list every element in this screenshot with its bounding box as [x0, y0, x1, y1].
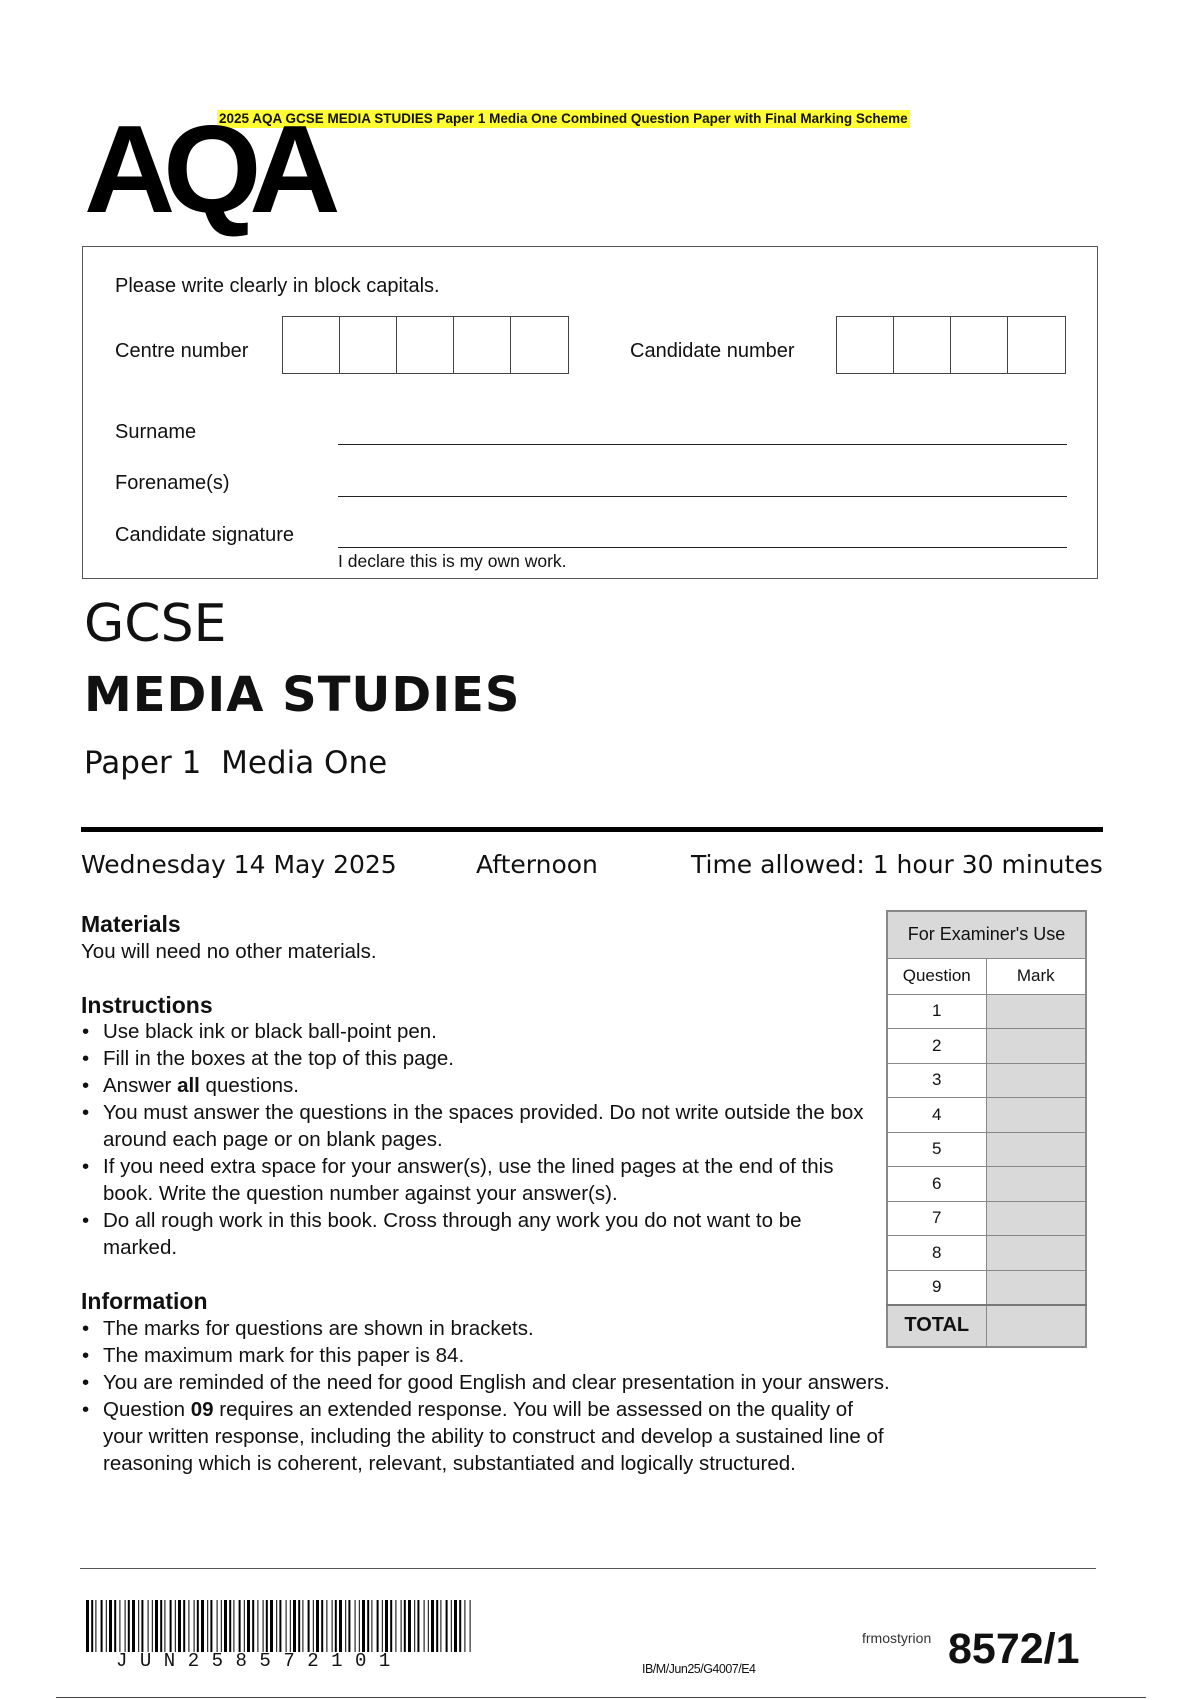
examiner-table-title: For Examiner's Use	[887, 911, 1086, 958]
question-number: 2	[887, 1029, 986, 1064]
subject-title: MEDIA STUDIES	[84, 667, 521, 723]
signature-line[interactable]	[338, 547, 1067, 548]
mark-cell	[986, 1098, 1086, 1133]
centre-digit-box[interactable]	[340, 317, 397, 373]
question-number: 4	[887, 1098, 986, 1133]
qualification-title: GCSE	[84, 594, 227, 654]
paper-title: Paper 1 Media One	[84, 745, 388, 781]
watermark-text: frmostyrion	[862, 1630, 932, 1646]
question-column-header: Question	[887, 958, 986, 994]
mark-cell	[986, 1029, 1086, 1064]
list-item: • The maximum mark for this paper is 84.	[81, 1342, 891, 1369]
list-item: • You are reminded of the need for good English and clear presentation in your answers.	[81, 1369, 891, 1396]
list-item: • You must answer the questions in the spaces provided. Do not write outside the box around each page or on blank pages.	[81, 1099, 881, 1153]
question-number: 6	[887, 1167, 986, 1202]
list-item: • Question 09 requires an extended response. You will be assessed on the quality of your written response, including the ability to construct and develop a sustained line of reasoning which is coherent, relevant, substantiated and logically structured.	[81, 1396, 891, 1477]
question-number: 1	[887, 994, 986, 1029]
aqa-logo: AQA	[84, 101, 329, 239]
centre-digit-box[interactable]	[397, 317, 454, 373]
materials-text: You will need no other materials.	[81, 940, 377, 963]
list-item: • Fill in the boxes at the top of this page.	[81, 1045, 881, 1072]
title-divider	[81, 827, 1103, 832]
surname-label: Surname	[115, 421, 197, 443]
question-number: 8	[887, 1236, 986, 1271]
table-row	[887, 1270, 1086, 1305]
mark-cell	[986, 1132, 1086, 1167]
paper-code: 8572/1	[948, 1625, 1080, 1673]
signature-label: Candidate signature	[115, 524, 295, 546]
header-banner: 2025 AQA GCSE MEDIA STUDIES Paper 1 Media One Combined Question Paper with Final Marking Scheme	[219, 111, 908, 126]
table-row	[887, 1167, 1086, 1202]
exam-date: Wednesday 14 May 2025	[81, 850, 397, 879]
forename-label: Forename(s)	[115, 472, 230, 494]
centre-number-label: Centre number	[115, 340, 249, 362]
list-item: • The marks for questions are shown in brackets.	[81, 1315, 891, 1342]
surname-line[interactable]	[338, 444, 1067, 445]
instructions-heading: Instructions	[81, 992, 213, 1018]
information-list	[81, 1315, 891, 1477]
question-number: 5	[887, 1132, 986, 1167]
question-number: 3	[887, 1063, 986, 1098]
barcode-icon	[86, 1600, 472, 1652]
centre-digit-box[interactable]	[511, 317, 568, 373]
footer-divider	[80, 1568, 1096, 1569]
mark-cell	[986, 1063, 1086, 1098]
mark-cell	[986, 1167, 1086, 1202]
candidate-details-box	[82, 246, 1098, 579]
list-item	[81, 1072, 881, 1099]
forename-line[interactable]	[338, 496, 1067, 497]
candidate-digit-box[interactable]	[894, 317, 951, 373]
table-row	[887, 1201, 1086, 1236]
examiner-use-table	[886, 910, 1087, 1348]
question-number: 7	[887, 1201, 986, 1236]
list-item: • Use black ink or black ball-point pen.	[81, 1018, 881, 1045]
mark-column-header: Mark	[986, 958, 1086, 994]
mark-cell	[986, 1270, 1086, 1305]
page-bottom-rule	[56, 1697, 1146, 1698]
table-row	[887, 1063, 1086, 1098]
instructions-list	[81, 1018, 881, 1261]
document-reference: IB/M/Jun25/G4007/E4	[642, 1662, 756, 1676]
table-row	[887, 994, 1086, 1029]
centre-digit-box[interactable]	[454, 317, 511, 373]
exam-session: Afternoon	[476, 850, 598, 879]
mark-cell	[986, 994, 1086, 1029]
candidate-digit-box[interactable]	[1008, 317, 1065, 373]
mark-cell	[986, 1236, 1086, 1271]
answer-all-text: Answer all questions.	[103, 1074, 300, 1097]
table-row	[887, 1098, 1086, 1133]
materials-heading: Materials	[81, 911, 181, 937]
list-item: • If you need extra space for your answer(s), use the lined pages at the end of this book. Write the question number against your answer(s).	[81, 1153, 881, 1207]
total-label: TOTAL	[887, 1305, 986, 1347]
question-number: 9	[887, 1270, 986, 1305]
information-heading: Information	[81, 1288, 208, 1314]
candidate-number-boxes[interactable]	[836, 316, 1066, 374]
table-row	[887, 1236, 1086, 1271]
centre-digit-box[interactable]	[283, 317, 340, 373]
time-allowed: Time allowed: 1 hour 30 minutes	[691, 850, 1103, 879]
total-mark-cell	[986, 1305, 1086, 1347]
mark-cell	[986, 1201, 1086, 1236]
declaration-text: I declare this is my own work.	[338, 551, 567, 571]
candidate-number-label: Candidate number	[630, 340, 795, 362]
total-row	[887, 1305, 1086, 1347]
candidate-digit-box[interactable]	[837, 317, 894, 373]
table-row	[887, 1029, 1086, 1064]
candidate-digit-box[interactable]	[951, 317, 1008, 373]
table-row	[887, 1132, 1086, 1167]
block-capitals-instruction: Please write clearly in block capitals.	[115, 275, 440, 297]
barcode-number: JUN258572101	[116, 1650, 403, 1672]
centre-number-boxes[interactable]	[282, 316, 569, 374]
list-item: • Do all rough work in this book. Cross through any work you do not want to be marked.	[81, 1207, 881, 1261]
